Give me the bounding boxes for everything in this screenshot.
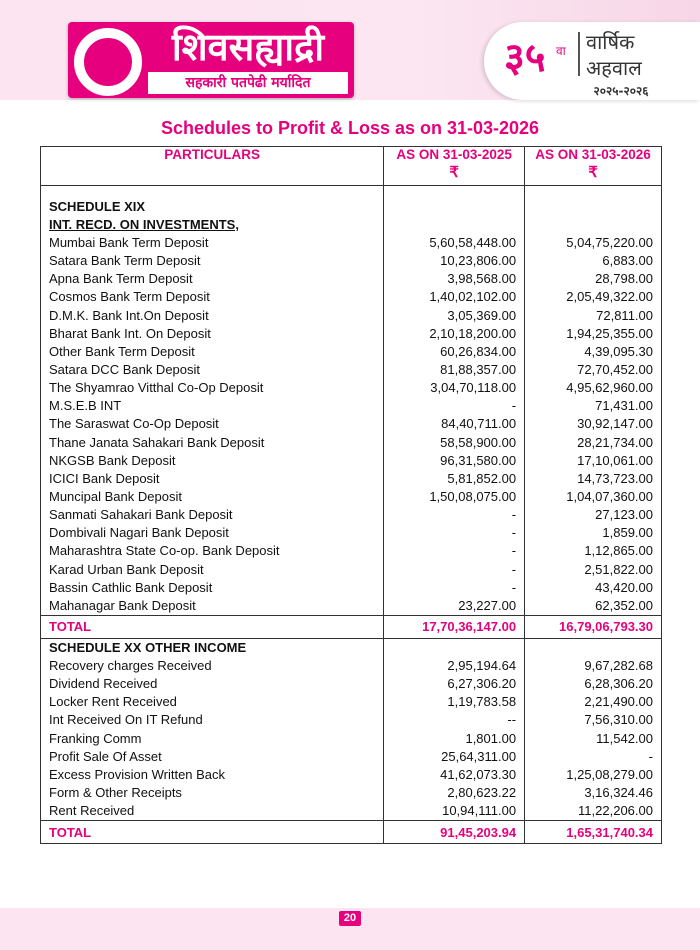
value-2026: 11,22,206.00	[525, 802, 662, 821]
value-2026: 62,352.00	[525, 597, 662, 616]
value-2025: 10,94,111.00	[384, 802, 525, 821]
value-2026: 17,10,061.00	[525, 452, 662, 470]
table-row	[41, 343, 662, 361]
table-row	[41, 325, 662, 343]
table-row	[41, 766, 662, 784]
anniversary-suffix: वा	[556, 44, 566, 58]
row-label: Thane Janata Sahakari Bank Deposit	[41, 434, 384, 452]
society-logo	[68, 22, 354, 98]
table-row	[41, 452, 662, 470]
value-2026: 1,25,08,279.00	[525, 766, 662, 784]
header-2026: AS ON 31-03-2026 ₹	[525, 147, 662, 186]
row-label: TOTAL	[41, 821, 384, 844]
rupee-icon: ₹	[588, 164, 598, 181]
value-2025: --	[384, 711, 525, 729]
value-2025: 3,98,568.00	[384, 270, 525, 288]
value-2026: 6,883.00	[525, 252, 662, 270]
row-label: Karad Urban Bank Deposit	[41, 561, 384, 579]
emblem-icon	[74, 28, 142, 96]
table-row	[41, 693, 662, 711]
anniversary-line-2: अहवाल	[586, 56, 642, 80]
value-2025: 5,60,58,448.00	[384, 234, 525, 252]
table-row	[41, 288, 662, 306]
schedule-19-heading: SCHEDULE XIX	[41, 198, 384, 216]
table-row	[41, 234, 662, 252]
table-row	[41, 561, 662, 579]
value-2026: 72,811.00	[525, 307, 662, 325]
anniversary-year: २०२५-२०२६	[593, 84, 649, 98]
value-2026: 3,16,324.46	[525, 784, 662, 802]
table-row	[41, 470, 662, 488]
value-2026: 14,73,723.00	[525, 470, 662, 488]
table-row	[41, 488, 662, 506]
row-label: Sanmati Sahakari Bank Deposit	[41, 506, 384, 524]
value-2026: 28,21,734.00	[525, 434, 662, 452]
value-2025: -	[384, 397, 525, 415]
table-row	[41, 434, 662, 452]
row-label: Dividend Received	[41, 675, 384, 693]
row-label: TOTAL	[41, 615, 384, 638]
value-2025: 6,27,306.20	[384, 675, 525, 693]
table-row	[41, 307, 662, 325]
value-2025: 2,10,18,200.00	[384, 325, 525, 343]
value-2025: 58,58,900.00	[384, 434, 525, 452]
table-row	[41, 270, 662, 288]
rupee-icon: ₹	[449, 164, 459, 181]
row-label: Locker Rent Received	[41, 693, 384, 711]
table-row	[41, 802, 662, 821]
row-label: Satara Bank Term Deposit	[41, 252, 384, 270]
table-row	[41, 542, 662, 560]
value-2026: 28,798.00	[525, 270, 662, 288]
logo-title: शिवसह्याद्री	[171, 25, 325, 69]
anniversary-line-1: वार्षिक	[586, 30, 635, 54]
table-row	[41, 657, 662, 675]
value-2025: -	[384, 579, 525, 597]
row-label: Other Bank Term Deposit	[41, 343, 384, 361]
table-row	[41, 784, 662, 802]
table-row	[41, 506, 662, 524]
row-label: Rent Received	[41, 802, 384, 821]
row-label: Muncipal Bank Deposit	[41, 488, 384, 506]
value-2025: 2,80,623.22	[384, 784, 525, 802]
value-2026: 5,04,75,220.00	[525, 234, 662, 252]
row-label: The Shyamrao Vitthal Co-Op Deposit	[41, 379, 384, 397]
table-row	[41, 675, 662, 693]
value-2025: 84,40,711.00	[384, 415, 525, 433]
total-row	[41, 615, 662, 638]
value-2026: 11,542.00	[525, 730, 662, 748]
value-2025: 1,50,08,075.00	[384, 488, 525, 506]
value-2026: 6,28,306.20	[525, 675, 662, 693]
value-2026: 1,859.00	[525, 524, 662, 542]
divider	[578, 32, 580, 76]
logo-subtitle: सहकारी पतपेढी मर्यादित	[148, 72, 348, 94]
value-2026: 1,65,31,740.34	[525, 821, 662, 844]
value-2026: -	[525, 748, 662, 766]
value-2025: 1,801.00	[384, 730, 525, 748]
schedule-19-subheading: INT. RECD. ON INVESTMENTS,	[41, 216, 384, 234]
value-2025: 10,23,806.00	[384, 252, 525, 270]
row-label: Franking Comm	[41, 730, 384, 748]
value-2026: 2,05,49,322.00	[525, 288, 662, 306]
row-label: ICICI Bank Deposit	[41, 470, 384, 488]
value-2026: 9,67,282.68	[525, 657, 662, 675]
value-2025: 3,05,369.00	[384, 307, 525, 325]
value-2026: 27,123.00	[525, 506, 662, 524]
table-row	[41, 597, 662, 616]
value-2025: 91,45,203.94	[384, 821, 525, 844]
value-2026: 1,12,865.00	[525, 542, 662, 560]
value-2025: -	[384, 524, 525, 542]
page-number: 20	[339, 911, 361, 926]
value-2025: 41,62,073.30	[384, 766, 525, 784]
table-row	[41, 711, 662, 729]
value-2025: 1,19,783.58	[384, 693, 525, 711]
value-2025: -	[384, 561, 525, 579]
row-label: The Saraswat Co-Op Deposit	[41, 415, 384, 433]
row-label: Int Received On IT Refund	[41, 711, 384, 729]
table-row	[41, 524, 662, 542]
anniversary-badge	[484, 22, 700, 100]
table-row	[41, 361, 662, 379]
schedule-table	[40, 146, 662, 844]
value-2025: 3,04,70,118.00	[384, 379, 525, 397]
value-2025: -	[384, 506, 525, 524]
row-label: Dombivali Nagari Bank Deposit	[41, 524, 384, 542]
table-row	[41, 379, 662, 397]
value-2026: 7,56,310.00	[525, 711, 662, 729]
value-2026: 1,94,25,355.00	[525, 325, 662, 343]
value-2026: 1,04,07,360.00	[525, 488, 662, 506]
schedule-20-heading: SCHEDULE XX OTHER INCOME	[41, 638, 384, 657]
row-label: NKGSB Bank Deposit	[41, 452, 384, 470]
row-label: Maharashtra State Co-op. Bank Deposit	[41, 542, 384, 560]
header-particulars: PARTICULARS	[41, 147, 384, 186]
value-2025: 25,64,311.00	[384, 748, 525, 766]
page-title: Schedules to Profit & Loss as on 31-03-2026	[160, 118, 540, 138]
row-label: Profit Sale Of Asset	[41, 748, 384, 766]
value-2025: -	[384, 542, 525, 560]
row-label: D.M.K. Bank Int.On Deposit	[41, 307, 384, 325]
row-label: Apna Bank Term Deposit	[41, 270, 384, 288]
row-label: M.S.E.B INT	[41, 397, 384, 415]
row-label: Mumbai Bank Term Deposit	[41, 234, 384, 252]
row-label: Form & Other Receipts	[41, 784, 384, 802]
value-2025: 81,88,357.00	[384, 361, 525, 379]
value-2025: 17,70,36,147.00	[384, 615, 525, 638]
value-2026: 72,70,452.00	[525, 361, 662, 379]
header-2025: AS ON 31-03-2025 ₹	[384, 147, 525, 186]
value-2025: 23,227.00	[384, 597, 525, 616]
table-row	[41, 579, 662, 597]
value-2026: 2,21,490.00	[525, 693, 662, 711]
anniversary-number: ३५	[504, 35, 546, 81]
value-2026: 16,79,06,793.30	[525, 615, 662, 638]
table-row	[41, 730, 662, 748]
row-label: Cosmos Bank Term Deposit	[41, 288, 384, 306]
value-2025: 60,26,834.00	[384, 343, 525, 361]
row-label: Excess Provision Written Back	[41, 766, 384, 784]
row-label: Recovery charges Received	[41, 657, 384, 675]
table-row	[41, 415, 662, 433]
value-2026: 2,51,822.00	[525, 561, 662, 579]
value-2026: 43,420.00	[525, 579, 662, 597]
table-row	[41, 252, 662, 270]
row-label: Bassin Cathlic Bank Deposit	[41, 579, 384, 597]
value-2026: 4,39,095.30	[525, 343, 662, 361]
value-2026: 71,431.00	[525, 397, 662, 415]
table-row	[41, 397, 662, 415]
value-2025: 5,81,852.00	[384, 470, 525, 488]
table-row	[41, 748, 662, 766]
row-label: Satara DCC Bank Deposit	[41, 361, 384, 379]
row-label: Mahanagar Bank Deposit	[41, 597, 384, 616]
value-2026: 30,92,147.00	[525, 415, 662, 433]
value-2025: 1,40,02,102.00	[384, 288, 525, 306]
row-label: Bharat Bank Int. On Deposit	[41, 325, 384, 343]
value-2026: 4,95,62,960.00	[525, 379, 662, 397]
value-2025: 2,95,194.64	[384, 657, 525, 675]
total-row	[41, 821, 662, 844]
value-2025: 96,31,580.00	[384, 452, 525, 470]
